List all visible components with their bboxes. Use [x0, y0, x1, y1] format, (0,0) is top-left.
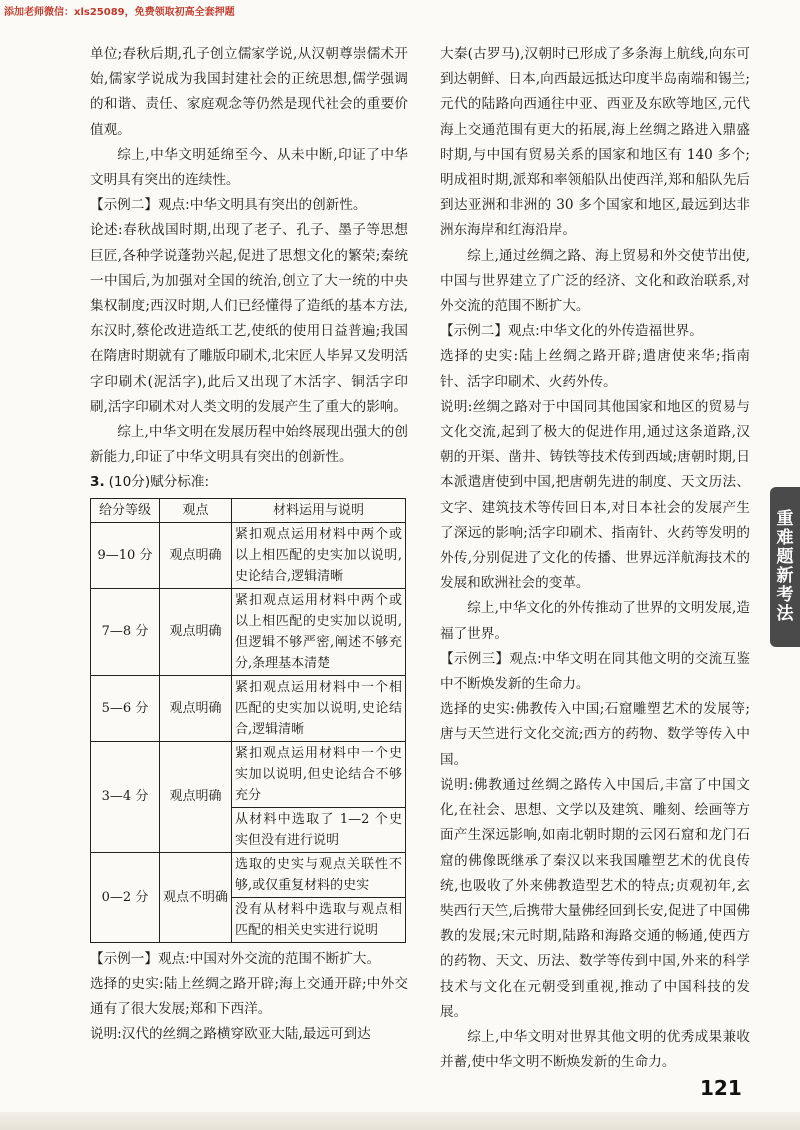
desc-cell: 紧扣观点运用材料中一个相匹配的史实加以说明,史论结合,逻辑清晰	[232, 675, 406, 741]
desc-cell: 紧扣观点运用材料中两个或以上相匹配的史实加以说明,但逻辑不够严密,阐述不够充分,条理基本清楚	[232, 588, 406, 675]
table-row	[91, 522, 406, 588]
page-bottom-band	[0, 1112, 800, 1130]
desc-cell: 选取的史实与观点关联性不够,或仅重复材料的史实	[232, 852, 406, 897]
example-title: 【示例二】观点:中华文明具有突出的创新性。	[90, 197, 367, 214]
paragraph: 选择的史实:陆上丝绸之路开辟;海上交通开辟;中外交通有了很大发展;郑和下西洋。	[90, 975, 408, 1018]
table-header: 给分等级	[91, 498, 160, 522]
table-header: 观点	[160, 498, 232, 522]
paragraph: 论述:春秋战国时期,出现了老子、孔子、墨子等思想巨匠,各种学说蓬勃兴起,促进了思想文化的繁荣;秦统一中国后,为加强对全国的统治,创立了大一统的中央集权制度;西汉时期,人们已经懂得了造纸的基本方法,东汉时,蔡伦改进造纸工艺,使纸的使用日益普遍;我国在隋唐时期就有了雕版印刷术,北宋匠人毕昇又发明活字印刷术(泥活字),此后又出现了木活字、铜活字印刷,活字印刷术对人类文明的发展产生了重大的影响。	[90, 222, 408, 415]
grade-cell: 3—4 分	[91, 741, 160, 852]
view-cell: 观点明确	[160, 741, 232, 852]
desc-cell: 紧扣观点运用材料中两个或以上相匹配的史实加以说明,史论结合,逻辑清晰	[232, 522, 406, 588]
summary-paragraph: 综上,中华文明在发展历程中始终展现出强大的创新能力,印证了中华文明具有突出的创新性。	[90, 424, 408, 466]
side-tab-char: 新	[776, 566, 794, 586]
paragraph: 说明:汉代的丝绸之路横穿欧亚大陆,最远可到达	[90, 1026, 371, 1043]
paragraph: 说明:丝绸之路对于中国同其他国家和地区的贸易与文化交流,起到了极大的促进作用,通过这条道路,汉朝的开渠、凿井、铸铁等技术传到西域;唐朝时期,日本派遣唐使到中国,把唐朝先进的制度、天文历法、文字、建筑技术等传回日本,对日本社会的发展产生了深远的影响;活字印刷术、指南针、火药等发明的外传,分别促进了文化的传播、世界远洋航海技术的发展和欧洲社会的变革。	[440, 398, 750, 592]
desc-cell: 从材料中选取了 1—2 个史实但没有进行说明	[232, 807, 406, 852]
table-row	[91, 588, 406, 675]
grade-cell: 5—6 分	[91, 675, 160, 741]
side-tab-char: 法	[776, 604, 794, 624]
side-tab-char: 题	[776, 547, 794, 567]
paragraph: 说明:佛教通过丝绸之路传入中国后,丰富了中国文化,在社会、思想、文学以及建筑、雕刻、绘画等方面产生深远影响,如南北朝时期的云冈石窟和龙门石窟的佛像既继承了秦汉以来我国雕塑艺术的优良传统,也吸收了外来佛教造型艺术的特点;贞观初年,玄奘西行天竺,后携带大量佛经回到长安,促进了中国佛教的发展;宋元时期,陆路和海路交通的畅通,使西方的药物、天文、历法、数学等传到中国,外来的科学技术与文化在元朝受到重视,推动了中国科技的发展。	[440, 776, 750, 1020]
paragraph: 大秦(古罗马),汉朝时已形成了多条海上航线,向东可到达朝鲜、日本,向西最远抵达印度半岛南端和锡兰;元代的陆路向西通往中亚、西亚及东欧等地区,元代海上交通范围有更大的拓展,海上丝绸之路进入鼎盛时期,与中国有贸易关系的国家和地区有 140 多个;明成祖时期,派郑和率领船队出使西洋,郑和船队先后到达亚洲和非洲的 30 多个国家和地区,最远到达非洲东海岸和红海沿岸。	[440, 46, 750, 239]
grading-table	[90, 498, 406, 943]
desc-cell: 紧扣观点运用材料中一个史实加以说明,但史论结合不够充分	[232, 741, 406, 807]
table-header: 材料运用与说明	[232, 498, 406, 522]
paragraph: 选择的史实:陆上丝绸之路开辟;遣唐使来华;指南针、活字印刷术、火药外传。	[440, 348, 750, 390]
summary-paragraph: 综上,中华文明延绵至今、从未中断,印证了中华文明具有突出的连续性。	[90, 146, 408, 189]
side-tab-char: 考	[776, 585, 794, 605]
left-column	[90, 42, 408, 1047]
table-row	[91, 741, 406, 807]
paragraph: 选择的史实:佛教传入中国;石窟雕塑艺术的发展等;唐与天竺进行文化交流;西方的药物、数学等传入中国。	[440, 701, 750, 768]
table-row	[91, 675, 406, 741]
summary-paragraph: 综上,中华文明对世界其他文明的优秀成果兼收并蓄,使中华文明不断焕发新的生命力。	[440, 1028, 750, 1071]
example-title: 【示例二】观点:中华文化的外传造福世界。	[440, 323, 703, 340]
question-title: (10分)赋分标准:	[108, 474, 210, 491]
table-row	[91, 852, 406, 897]
side-tab-char: 难	[776, 528, 794, 548]
right-column	[440, 42, 750, 1075]
table-header-row	[91, 498, 406, 522]
view-cell: 观点明确	[160, 522, 232, 588]
section-side-tab	[770, 487, 800, 647]
view-cell: 观点明确	[160, 588, 232, 675]
desc-cell: 没有从材料中选取与观点相匹配的相关史实进行说明	[232, 897, 406, 942]
grade-cell: 9—10 分	[91, 522, 160, 588]
paragraph: 单位;春秋后期,孔子创立儒家学说,从汉朝尊崇儒术开始,儒家学说成为我国封建社会的正统思想,儒学强调的和谐、责任、家庭观念等仍然是现代社会的重要价值观。	[90, 46, 408, 138]
question-number: 3.	[90, 474, 105, 491]
grade-cell: 0—2 分	[91, 852, 160, 942]
example-title: 【示例三】观点:中华文明在同其他文明的交流互鉴中不断焕发新的生命力。	[440, 650, 750, 693]
page-number: 121	[700, 1076, 742, 1100]
example-title: 【示例一】观点:中国对外交流的范围不断扩大。	[90, 950, 381, 967]
summary-paragraph: 综上,中华文化的外传推动了世界的文明发展,造福了世界。	[440, 600, 750, 642]
view-cell: 观点明确	[160, 675, 232, 741]
summary-paragraph: 综上,通过丝绸之路、海上贸易和外交使节出使,中国与世界建立了广泛的经济、文化和政治联系,对外交流的范围不断扩大。	[440, 247, 750, 315]
question-heading	[90, 470, 408, 495]
side-tab-char: 重	[776, 509, 794, 529]
watermark-text: 添加老师微信：xls25089，免费领取初高全套押题	[4, 7, 235, 18]
grade-cell: 7—8 分	[91, 588, 160, 675]
view-cell: 观点不明确	[160, 852, 232, 942]
